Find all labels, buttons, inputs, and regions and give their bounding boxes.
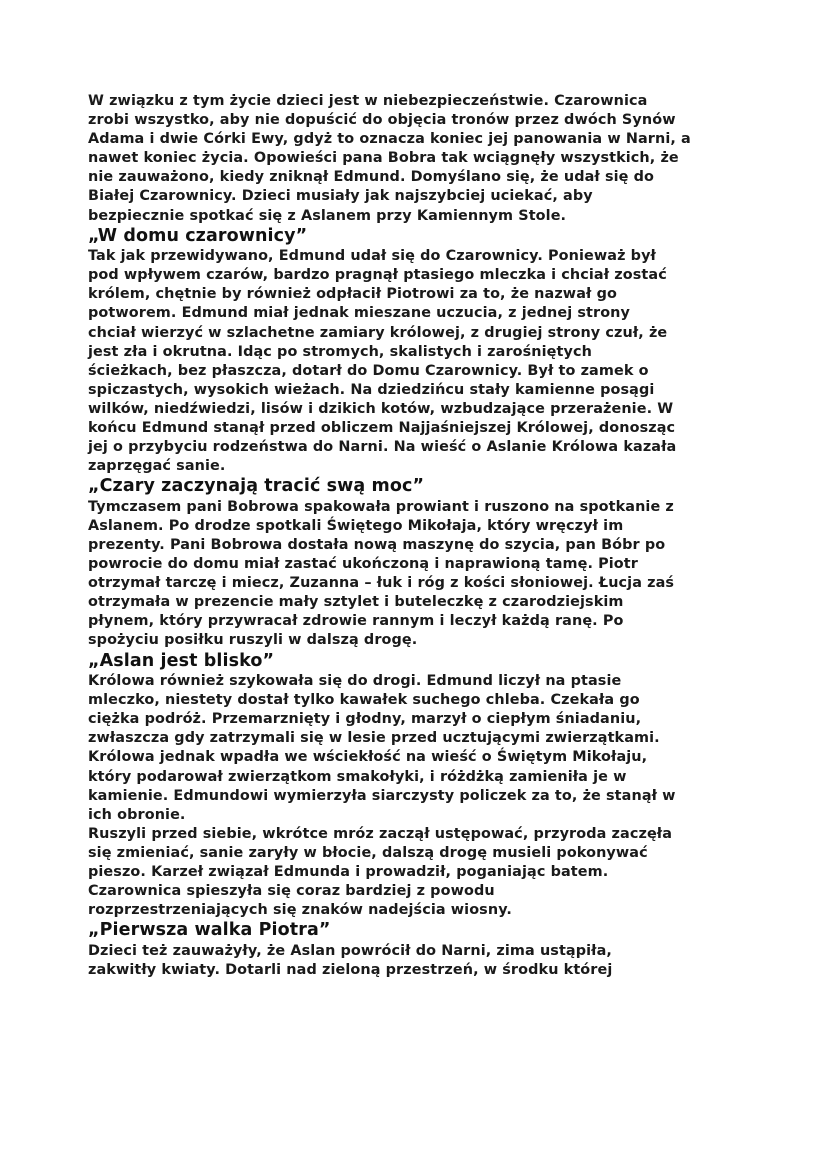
paragraph-intro: W związku z tym życie dzieci jest w niebezpieczeństwie. Czarownica zrobi wszystko, aby nie dopuścić do objęcia tronów przez dwóch Synów Adama i dwie Córki Ewy, gdyż to oznacza koniec jej panowania w Narni, a nawet koniec życia. Opowieści pana Bobra tak wciągnęły wszystkich, że nie zauważono, kiedy zniknął Edmund. Domyślano się, że udał się do Białej Czarownicy. Dzieci musiały jak najszybciej uciekać, aby bezpiecznie spotkać się z Aslanem przy Kamiennym Stole. <box>88 93 691 224</box>
heading-pierwsza-walka: „Pierwsza walka Piotra” <box>88 920 331 941</box>
heading-aslan-jest-blisko: „Aslan jest blisko” <box>88 650 275 671</box>
paragraph-edmund-at-witch: Tak jak przewidywano, Edmund udał się do Czarownicy. Ponieważ był pod wpływem czarów, bardzo pragnął ptasiego mleczka i chciał zostać królem, chętnie by również odpłacił Piotrowi za to, że nazwał go potworem. Edmund miał jednak mieszane uczucia, z jednej strony chciał wierzyć w szlachetne zamiary królowej, z drugiej strony czuł, że jest zła i okrutna. Idąc po stromych, skalistych i zarośniętych ścieżkach, bez płaszcza, dotarł do Domu Czarownicy. Był to zamek o spiczastych, wysokich wieżach. Na dziedzińcu stały kamienne posągi wilków, niedźwiedzi, lisów i dzikich kotów, wzbudzające przerażenie. W końcu Edmund stanął przed obliczem Najjaśniejszej Królowej, donosząc jej o przybyciu rodzeństwa do Narni. Na wieść o Aslanie Królowa kazała zaprzęgać sanie. <box>88 248 677 475</box>
document-page <box>88 92 748 980</box>
heading-w-domu-czarownicy: „W domu czarownicy” <box>88 225 308 246</box>
paragraph-spring-coming: Ruszyli przed siebie, wkrótce mróz zaczął ustępować, przyroda zaczęła się zmieniać, sanie zaryły w błocie, dalszą drogę musieli pokonywać pieszo. Karzeł związał Edmunda i prowadził, poganiając batem. Czarownica spieszyła się coraz bardziej z powodu rozprzestrzeniających się znaków nadejścia wiosny. <box>88 825 673 919</box>
heading-czary-zaczynaja: „Czary zaczynają tracić swą moc” <box>88 476 425 497</box>
paragraph-queen-journey: Królowa również szykowała się do drogi. Edmund liczył na ptasie mleczko, niestety dostał tylko kawałek suchego chleba. Czekała go ciężka podróż. Przemarznięty i głodny, marzył o ciepłym śniadaniu, zwłaszcza gdy zatrzymali się w lesie przed ucztującymi zwierzątkami. Królowa jednak wpadła we wściekłość na wieść o Świętym Mikołaju, który podarował zwierzątkom smakołyki, i różdżką zamieniła je w kamienie. Edmundowi wymierzyła siarczysty policzek za to, że stanął w ich obronie. <box>88 673 676 823</box>
paragraph-gifts: Tymczasem pani Bobrowa spakowała prowiant i ruszono na spotkanie z Aslanem. Po drodze spotkali Świętego Mikołaja, który wręczył im prezenty. Pani Bobrowa dostała nową maszynę do szycia, pan Bóbr po powrocie do domu miał zastać ukończoną i naprawioną tamę. Piotr otrzymał tarczę i miecz, Zuzanna – łuk i róg z kości słoniowej. Łucja zaś otrzymała w prezencie mały sztylet i buteleczkę z czarodziejskim płynem, który przywracał zdrowie rannym i leczył każdą ranę. Po spożyciu posiłku ruszyli w dalszą drogę. <box>88 498 675 649</box>
paragraph-aslan-returned: Dzieci też zauważyły, że Aslan powrócił do Narni, zima ustąpiła, zakwitły kwiaty. Dotarli nad zieloną przestrzeń, w środku której <box>88 942 613 978</box>
